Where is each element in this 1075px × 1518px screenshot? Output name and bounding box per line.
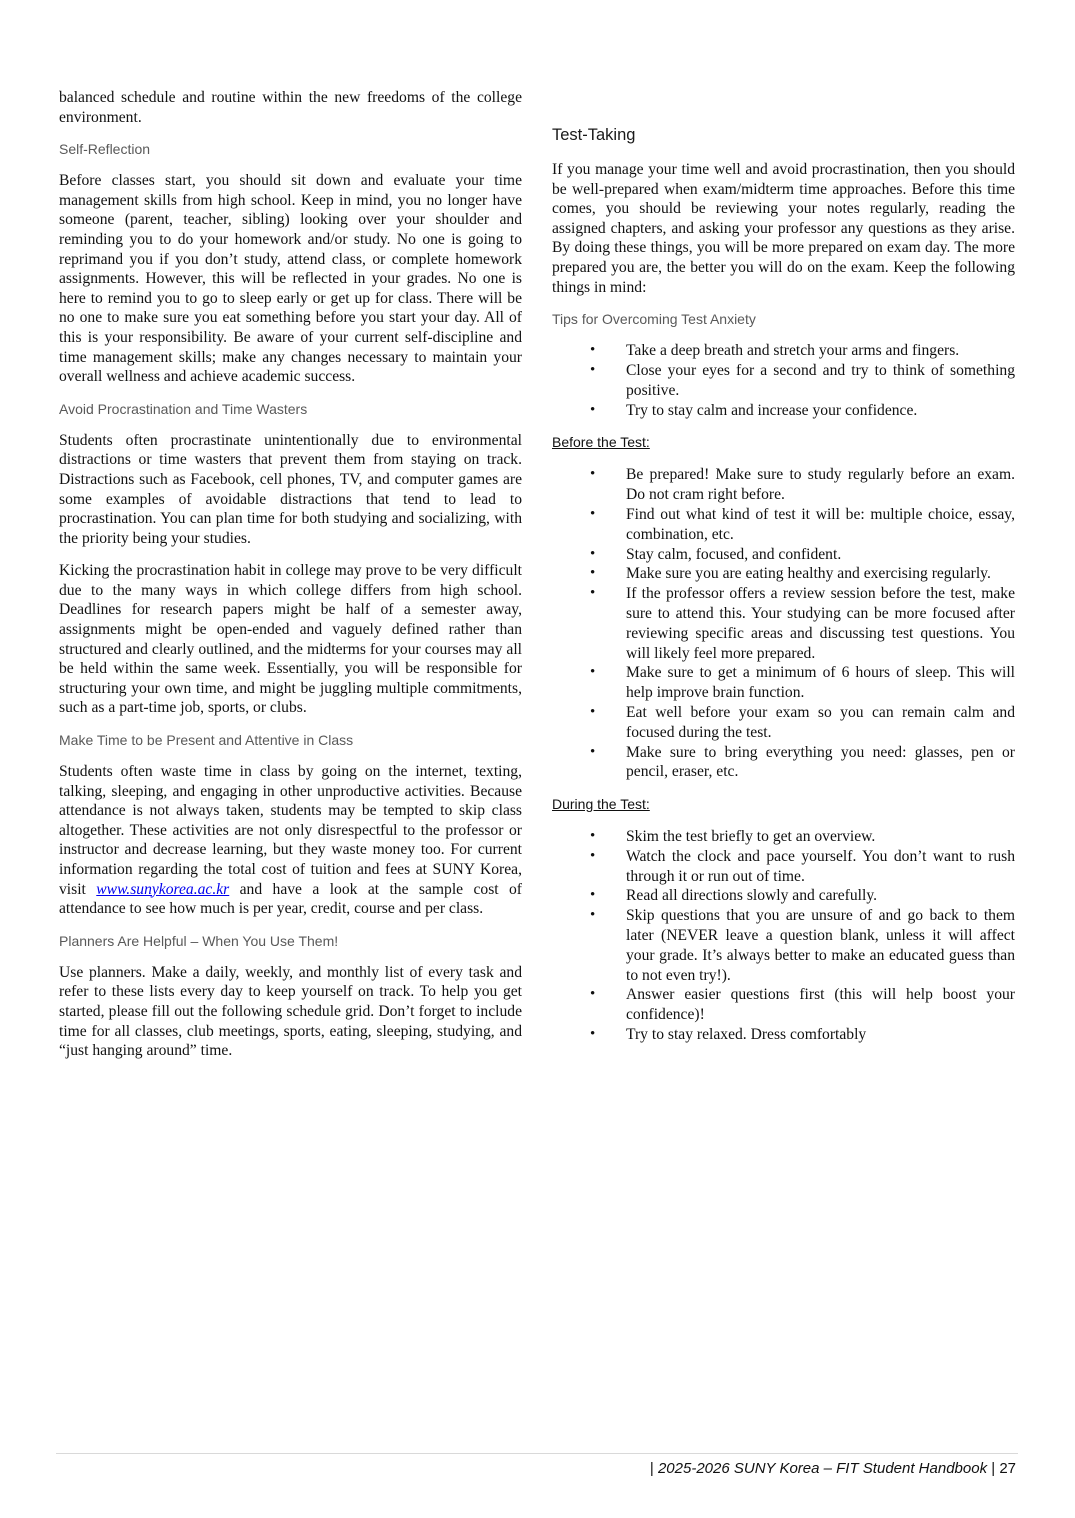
footer-separator-2: | xyxy=(987,1460,1000,1477)
bullet-icon: • xyxy=(590,907,596,924)
list-item-text: Read all directions slowly and carefully. xyxy=(626,887,878,905)
list-item-text: Skim the test briefly to get an overview. xyxy=(626,828,876,846)
procrastination-paragraph-1: Students often procrastinate unintentionally due to environmental distractions or time wasters that prevent them from staying on track. Distractions such as Facebook, cell phones, TV, and computer games are some examples of avoidable distractions that tend to lead to procrastination. You can plan time for both studying and socializing, with the priority being your studies. xyxy=(59,431,522,547)
bullet-icon: • xyxy=(590,565,596,582)
sunykorea-link[interactable]: www.sunykorea.ac.kr xyxy=(96,880,230,898)
planners-paragraph: Use planners. Make a daily, weekly, and monthly list of every task and refer to these lists every day to keep yourself on track. To help you get started, please fill out the following schedule grid. Don’t forget to include time for all classes, club meetings, sports, eating, sleeping, studying, and “just hanging around” time. xyxy=(59,963,522,1060)
before-test-list xyxy=(552,465,1015,782)
list-item-text: Skip questions that you are unsure of and go back to them later (NEVER leave a question blank, unless it will affect your grade. It’s always better to make an educated guess than to not even try!). xyxy=(626,907,1015,984)
list-item xyxy=(552,743,1015,783)
anxiety-tips-list xyxy=(552,341,1015,420)
list-item-text: Stay calm, focused, and confident. xyxy=(626,545,842,563)
present-attentive-paragraph xyxy=(59,762,522,919)
bullet-icon: • xyxy=(590,466,596,483)
bullet-icon: • xyxy=(590,986,596,1003)
procrastination-paragraph-2: Kicking the procrastination habit in college may prove to be very difficult due to the many ways in which college differs from high school. Deadlines for research papers might be half of a semester away, assignments might be open-ended and vaguely defined rather than structured and clearly outlined, and the midterms for your courses may all be held within the same week. Essentially, you will be responsible for structuring your own time, and might be juggling multiple commitments, such as a part-time job, sports, or clubs. xyxy=(59,562,522,717)
list-item-text: Be prepared! Make sure to study regularly before an exam. Do not cram right before. xyxy=(626,466,1015,504)
list-item xyxy=(552,361,1015,401)
bullet-icon: • xyxy=(590,342,596,359)
left-column xyxy=(59,88,522,1074)
list-item-text: Eat well before your exam so you can remain calm and focused during the test. xyxy=(626,703,1015,741)
heading-planners: Planners Are Helpful – When You Use Them! xyxy=(59,932,339,949)
list-item xyxy=(552,985,1015,1025)
self-reflection-paragraph: Before classes start, you should sit down and evaluate your time management skills from high school. Keep in mind, you no longer have someone (parent, teacher, sibling) looking over your shoulder and reminding you to do your homework and/or study. No one is going to reprimand you if you don’t study, attend class, or complete homework assignments. However, this will be reflected in your grades. No one is here to remind you to go to sleep early or get up for class. There will be no one to make sure you eat something before you start your day. All of this is your responsibility. Be aware of your current self-discipline and time management skills; make any changes necessary to maintain your overall wellness and achieve academic success. xyxy=(59,172,522,386)
bullet-icon: • xyxy=(590,828,596,845)
bullet-icon: • xyxy=(590,1026,596,1043)
list-item xyxy=(552,886,1015,906)
list-item xyxy=(552,341,1015,361)
test-taking-intro: If you manage your time well and avoid procrastination, then you should be well-prepared when exam/midterm time approaches. Before this time comes, you should be reviewing your notes regularly, reading the assigned chapters, and asking your professor any questions as they arise. By doing these things, you will be more prepared on exam day. The more prepared you are, the better you will do on the exam. Keep the following things in mind: xyxy=(552,161,1015,296)
list-item-text: Find out what kind of test it will be: multiple choice, essay, combination, etc. xyxy=(626,505,1015,543)
list-item-text: Make sure to bring everything you need: glasses, pen or pencil, eraser, etc. xyxy=(626,743,1015,781)
list-item xyxy=(552,906,1015,985)
list-item-text: Make sure to get a minimum of 6 hours of sleep. This will help improve brain function. xyxy=(626,664,1015,702)
footer-divider xyxy=(56,1453,1018,1454)
bullet-icon: • xyxy=(590,887,596,904)
list-item xyxy=(552,584,1015,663)
bullet-icon: • xyxy=(590,545,596,562)
paragraph-text-before-link: Students often waste time in class by going on the internet, texting, talking, sleeping, and engaging in other unproductive activities. Because attendance is not always taken, students may be tempted to skip class altogether. These activities are not only disrespectful to the professor or instructor and decrease learning, but they waste money too. For current information regarding the total cost of tuition and fees at SUNY Korea, visit xyxy=(59,763,522,898)
list-item xyxy=(552,847,1015,887)
page-number: 27 xyxy=(999,1460,1016,1477)
list-item-text: Watch the clock and pace yourself. You don’t want to rush through it or run out of time. xyxy=(626,847,1015,885)
bullet-icon: • xyxy=(590,743,596,760)
footer-title: 2025-2026 SUNY Korea – FIT Student Handbook xyxy=(657,1460,988,1477)
bullet-icon: • xyxy=(590,847,596,864)
list-item xyxy=(552,827,1015,847)
list-item xyxy=(552,703,1015,743)
bullet-icon: • xyxy=(590,703,596,720)
heading-present-attentive: Make Time to be Present and Attentive in Class xyxy=(59,732,354,749)
list-item-text: Close your eyes for a second and try to think of something positive. xyxy=(626,361,1015,399)
bullet-icon: • xyxy=(590,664,596,681)
list-item xyxy=(552,663,1015,703)
list-item-text: Try to stay calm and increase your confidence. xyxy=(626,401,918,419)
list-item xyxy=(552,545,1015,565)
page-footer xyxy=(650,1459,1016,1479)
bullet-icon: • xyxy=(590,585,596,602)
heading-test-anxiety: Tips for Overcoming Test Anxiety xyxy=(552,311,756,328)
list-item-text: Take a deep breath and stretch your arms and fingers. xyxy=(626,342,960,360)
heading-test-taking: Test-Taking xyxy=(552,126,636,144)
list-item-text: If the professor offers a review session before the test, make sure to attend this. Your studying can be more focused after reviewing specific areas and discussing test questions. You will likely feel more prepared. xyxy=(626,585,1015,662)
intro-continuation: balanced schedule and routine within the new freedoms of the college environment. xyxy=(59,89,522,126)
bullet-icon: • xyxy=(590,401,596,418)
heading-self-reflection: Self-Reflection xyxy=(59,141,151,158)
heading-during-test: During the Test: xyxy=(552,796,650,813)
paragraph-text-after-link: and have a look at the sample cost of attendance to see how much is per year, credit, course and per class. xyxy=(59,880,522,918)
list-item-text: Answer easier questions first (this will help boost your confidence)! xyxy=(626,986,1015,1024)
list-item xyxy=(552,505,1015,545)
bullet-icon: • xyxy=(590,505,596,522)
heading-avoid-procrastination: Avoid Procrastination and Time Wasters xyxy=(59,400,308,417)
list-item xyxy=(552,1025,1015,1045)
bullet-icon: • xyxy=(590,361,596,378)
list-item xyxy=(552,401,1015,421)
list-item xyxy=(552,564,1015,584)
list-item-text: Try to stay relaxed. Dress comfortably xyxy=(626,1026,867,1044)
right-column xyxy=(552,124,1015,1058)
heading-before-test: Before the Test: xyxy=(552,434,650,451)
during-test-list xyxy=(552,827,1015,1045)
list-item xyxy=(552,465,1015,505)
footer-separator: | xyxy=(649,1460,658,1477)
list-item-text: Make sure you are eating healthy and exercising regularly. xyxy=(626,565,991,583)
